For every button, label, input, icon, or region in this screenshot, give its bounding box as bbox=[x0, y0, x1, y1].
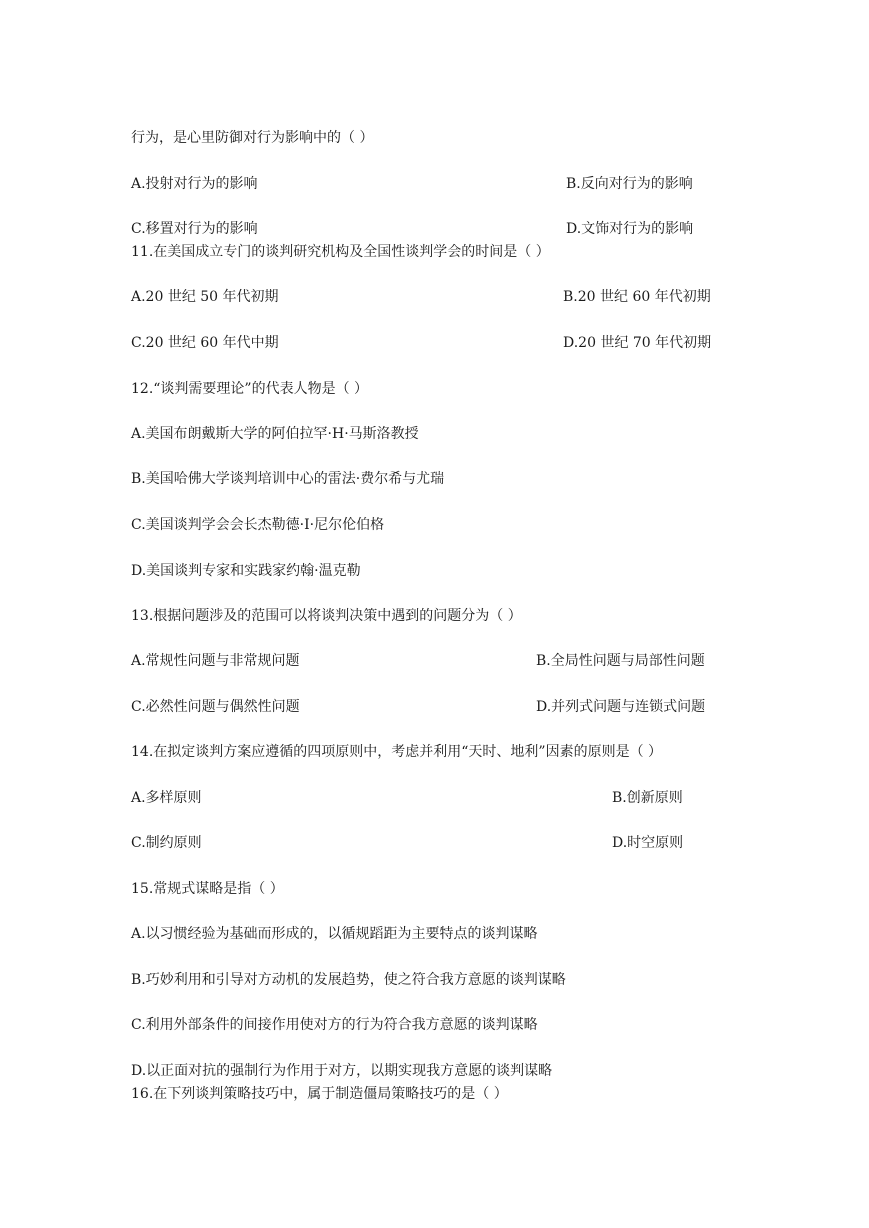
question-15-option-a: A.以习惯经验为基础而形成的，以循规蹈距为主要特点的谈判谋略 bbox=[131, 926, 538, 942]
question-15-stem: 15.常规式谋略是指（ ） bbox=[131, 881, 284, 897]
question-10-option-c: C.移置对行为的影响 bbox=[131, 221, 258, 237]
question-14-option-d: D.时空原则 bbox=[612, 835, 684, 851]
question-14-option-a: A.多样原则 bbox=[131, 790, 202, 806]
question-11-option-a: A.20 世纪 50 年代初期 bbox=[131, 289, 279, 305]
question-14-stem: 14.在拟定谈判方案应遵循的四项原则中，考虑并利用“天时、地利”因素的原则是（ ） bbox=[131, 744, 663, 760]
question-10-option-d: D.文饰对行为的影响 bbox=[566, 221, 694, 237]
question-10-option-b: B.反向对行为的影响 bbox=[566, 176, 693, 192]
question-14-option-b: B.创新原则 bbox=[612, 790, 683, 806]
question-15-option-d: D.以正面对抗的强制行为作用于对方，以期实现我方意愿的谈判谋略 bbox=[131, 1063, 553, 1079]
question-12-option-a: A.美国布朗戴斯大学的阿伯拉罕·H·马斯洛教授 bbox=[131, 426, 419, 442]
question-12-option-d: D.美国谈判专家和实践家约翰·温克勒 bbox=[131, 563, 361, 579]
question-12-option-b: B.美国哈佛大学谈判培训中心的雷法·费尔希与尤瑞 bbox=[131, 471, 445, 487]
question-13-stem: 13.根据问题涉及的范围可以将谈判决策中遇到的问题分为（ ） bbox=[131, 608, 522, 624]
question-14-option-c: C.制约原则 bbox=[131, 835, 202, 851]
question-10-stem: 行为，是心里防御对行为影响中的（ ） bbox=[131, 130, 374, 146]
question-16-stem: 16.在下列谈判策略技巧中，属于制造僵局策略技巧的是（ ） bbox=[131, 1086, 508, 1102]
question-12-stem: 12.“谈判需要理论”的代表人物是（ ） bbox=[131, 381, 369, 397]
question-15-option-c: C.利用外部条件的间接作用使对方的行为符合我方意愿的谈判谋略 bbox=[131, 1017, 538, 1033]
question-11-option-d: D.20 世纪 70 年代初期 bbox=[563, 335, 712, 351]
question-11-option-b: B.20 世纪 60 年代初期 bbox=[563, 289, 711, 305]
question-15-option-b: B.巧妙利用和引导对方动机的发展趋势，使之符合我方意愿的谈判谋略 bbox=[131, 972, 566, 988]
question-13-option-a: A.常规性问题与非常规问题 bbox=[131, 653, 300, 669]
question-10-option-a: A.投射对行为的影响 bbox=[131, 176, 258, 192]
question-13-option-c: C.必然性问题与偶然性问题 bbox=[131, 699, 300, 715]
question-13-option-d: D.并列式问题与连锁式问题 bbox=[536, 699, 706, 715]
question-11-option-c: C.20 世纪 60 年代中期 bbox=[131, 335, 279, 351]
question-11-stem: 11.在美国成立专门的谈判研究机构及全国性谈判学会的时间是（ ） bbox=[131, 244, 550, 260]
question-12-option-c: C.美国谈判学会会长杰勒德·I·尼尔伦伯格 bbox=[131, 517, 385, 533]
question-13-option-b: B.全局性问题与局部性问题 bbox=[536, 653, 705, 669]
